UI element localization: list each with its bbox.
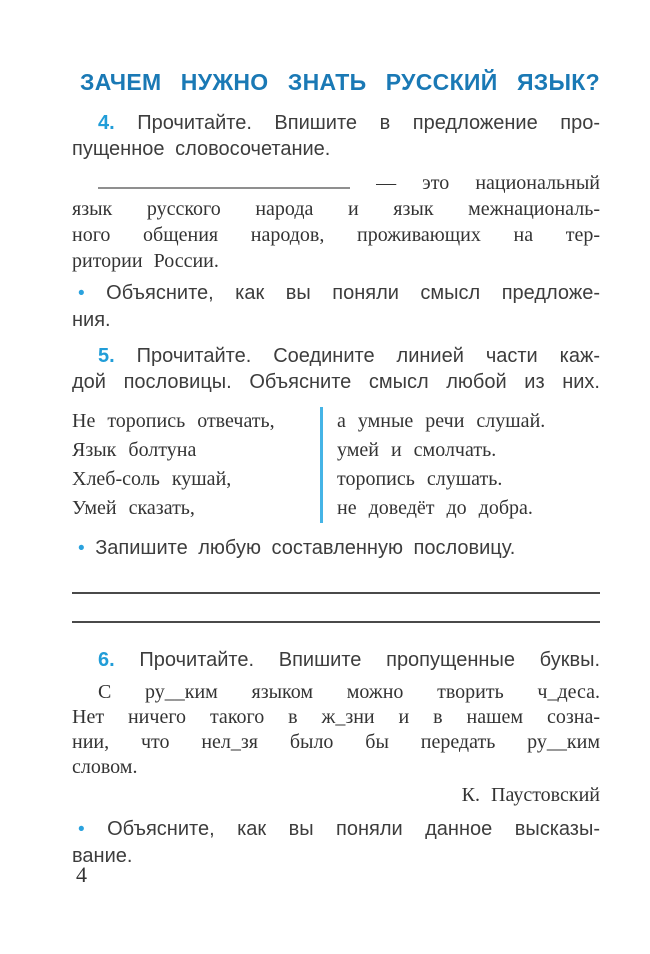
proverb-right-part[interactable]: умей и смолчать. [337, 439, 497, 461]
exercise-4-task-line: ния. [72, 309, 111, 331]
exercise-5-number: 5. [98, 345, 115, 367]
exercise-5-instruction-line: дой пословицы. Объясните смысл любой из них. [72, 371, 600, 393]
exercise-4-task [72, 280, 600, 333]
bullet-icon: • [78, 819, 85, 840]
exercise-6 [72, 647, 600, 869]
answer-line-2[interactable] [72, 621, 600, 623]
exercise-6-text-line: словом. [72, 756, 138, 778]
exercise-6-instruction [72, 647, 600, 673]
exercise-5-instruction-line: Прочитайте. Соедините линией части каж- [136, 345, 600, 367]
exercise-5-task-line: Запишите любую составленную пословицу. [95, 537, 516, 559]
exercise-4-instruction-line: пущенное словосочетание. [72, 138, 331, 160]
exercise-4-text [72, 170, 600, 274]
author-attribution: К. Паустовский [461, 784, 600, 806]
exercise-4-text-line: — это национальный [376, 172, 601, 194]
proverb-right-column [337, 407, 600, 523]
exercise-5 [72, 343, 600, 623]
proverb-left-part[interactable]: Язык болтуна [72, 439, 197, 461]
exercise-6-instruction-line: Прочитайте. Впишите пропущенные буквы. [139, 649, 601, 671]
exercise-5-task [72, 535, 600, 562]
proverb-left-column [72, 407, 320, 523]
exercise-5-instruction [72, 343, 600, 395]
exercise-4-text-line: ного общения народов, проживающих на тер- [72, 224, 600, 246]
column-divider-line [320, 407, 323, 523]
exercise-6-text-line: Нет ничего такого в ж_зни и в нашем созна- [72, 706, 600, 728]
bullet-icon: • [78, 283, 85, 304]
exercise-4-task-line: Объясните, как вы поняли смысл предложе- [106, 282, 600, 304]
bullet-icon: • [78, 538, 85, 559]
proverb-left-part[interactable]: Умей сказать, [72, 497, 195, 519]
exercise-6-text [72, 680, 600, 780]
exercise-6-task-line: Объясните, как вы поняли данное высказы- [107, 818, 600, 840]
exercise-4 [72, 110, 600, 333]
exercise-6-text-line: нии, что нел_зя было бы передать ру__ким [72, 731, 600, 753]
proverb-right-part[interactable]: а умные речи слушай. [337, 410, 546, 432]
proverb-right-part[interactable]: торопись слушать. [337, 468, 503, 490]
exercise-6-number: 6. [98, 649, 115, 671]
page-number: 4 [76, 862, 87, 887]
proverb-right-part[interactable]: не доведёт до добра. [337, 497, 533, 519]
exercise-6-text-line: С ру__ким языком можно творить ч_деса. [98, 681, 600, 703]
exercise-6-task-line: вание. [72, 845, 133, 867]
exercise-4-instruction-line: Прочитайте. Впишите в предложение про- [137, 112, 601, 134]
exercise-4-number: 4. [98, 112, 115, 134]
exercise-4-text-line: ритории России. [72, 250, 219, 272]
proverb-left-part[interactable]: Хлеб-соль кушай, [72, 468, 232, 490]
fill-in-blank-line[interactable] [98, 182, 350, 189]
exercise-4-text-line: язык русского народа и язык межнациональ- [72, 198, 600, 220]
answer-line-1[interactable] [72, 592, 600, 594]
proverb-left-part[interactable]: Не торопись отвечать, [72, 410, 275, 432]
proverb-matching-table [72, 407, 600, 523]
exercise-6-task [72, 816, 600, 869]
exercise-4-instruction [72, 110, 600, 162]
page-title: ЗАЧЕМ НУЖНО ЗНАТЬ РУССКИЙ ЯЗЫК? [80, 69, 600, 95]
